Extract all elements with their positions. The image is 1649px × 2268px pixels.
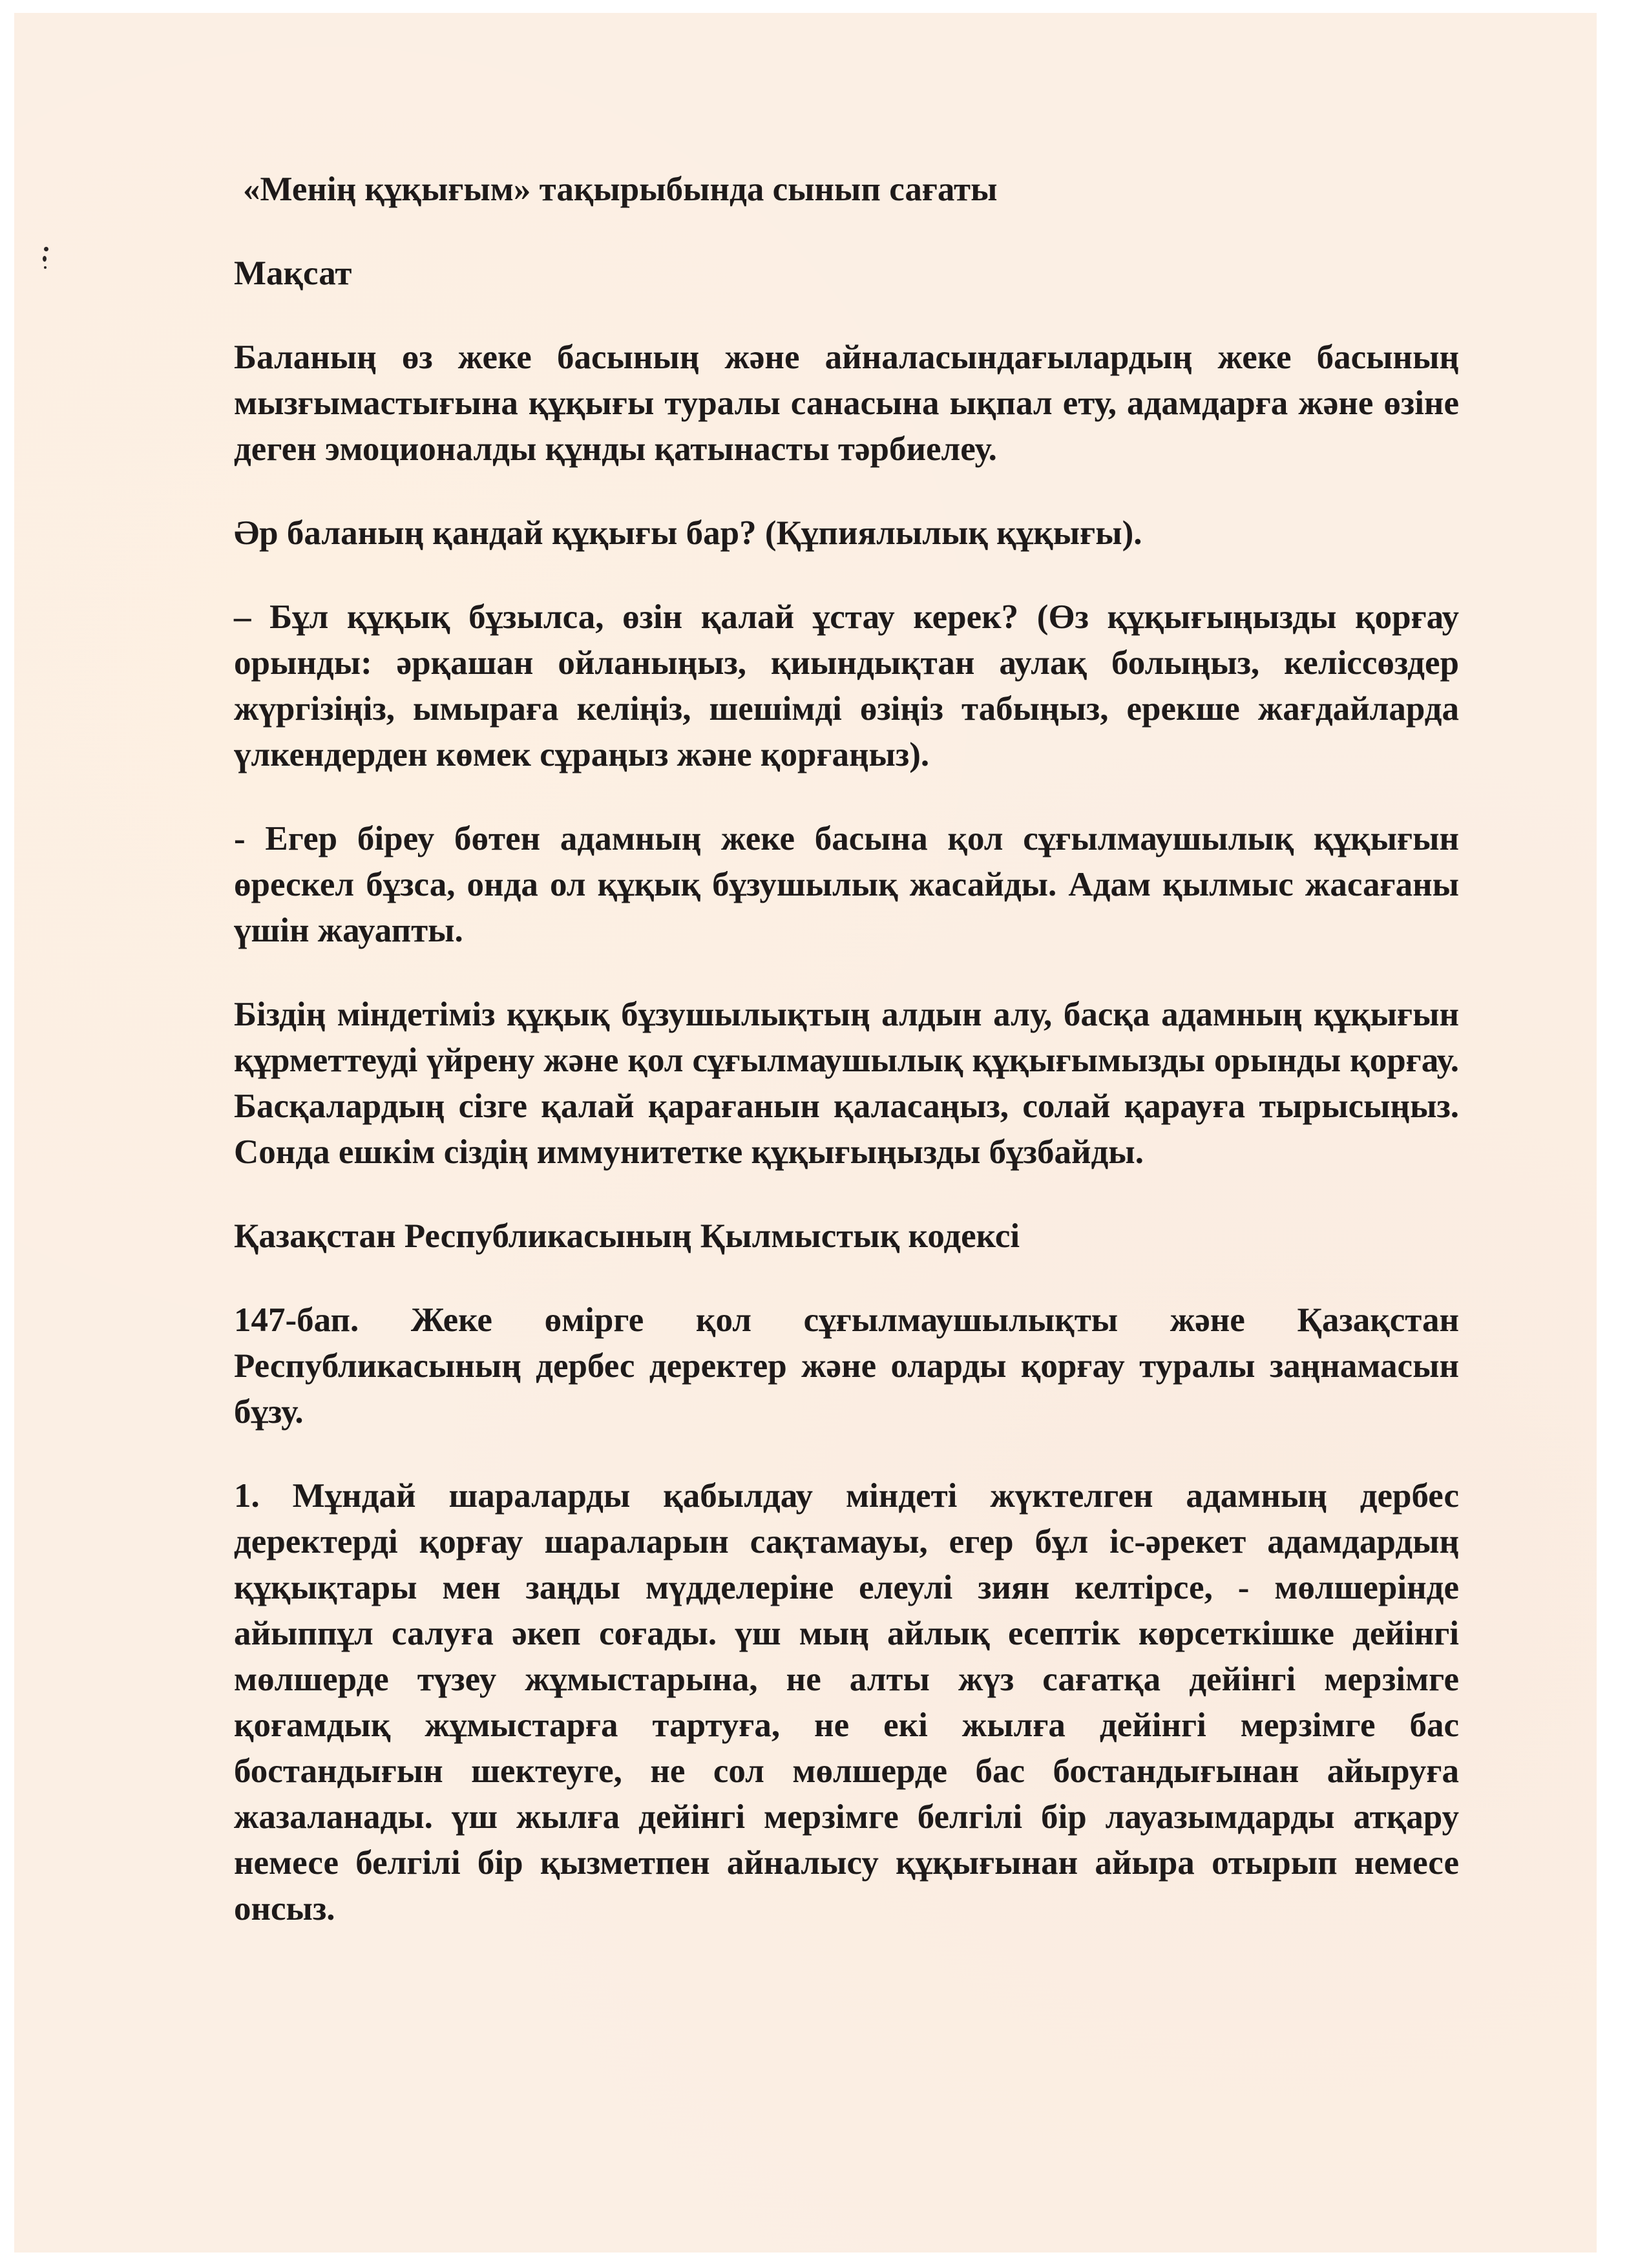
document-body	[234, 167, 1459, 1970]
paragraph-behaviour: – Бұл құқық бұзылса, өзін қалай ұстау керек? (Өз құқығыңызды қорғау орынды: әрқашан ойланыңыз, қиындықтан аулақ болыңыз, келіссөздер жүргізіңіз, ымыраға келіңіз, шешімді өзіңіз табыңыз, ерекше жағдайларда үлкендерден көмек сұраңыз және қорғаңыз).	[234, 598, 1459, 773]
ink-speck	[44, 247, 48, 251]
goal-heading: Мақсат	[234, 255, 352, 292]
document-title: «Менің құқығым» тақырыбында сынып сағаты	[243, 171, 998, 208]
paragraph-duty: Біздің міндетіміз құқық бұзушылықтың алдын алу, басқа адамның құқығын құрметтеуді үйрену және қол сұғылмаушылық құқығымызды орынды қорғау. Басқалардың сізге қалай қарағанын қаласаңыз, солай қарауға тырысыңыз. Сонда ешкім сіздің иммунитетке құқығыңызды бұзбайды.	[234, 996, 1459, 1171]
article-147-clause-1: 1. Мұндай шараларды қабылдау міндеті жүктелген адамның дербес деректерді қорғау шараларын сақтамауы, егер бұл іс-әрекет адамдардың құқықтары мен заңды мүдделеріне елеулі зиян келтірсе, - мөлшерінде айыппұл салуға әкеп соғады. үш мың айлық есептік көрсеткішке дейінгі мөлшерде түзеу жұмыстарына, не алты жүз сағатқа дейінгі мерзімге қоғамдық жұмыстарға тартуға, не екі жылға дейінгі мерзімге бас бостандығын шектеуге, не сол мөлшерде бас бостандығынан айыруға жазаланады. үш жылға дейінгі мерзімге белгілі бір лауазымдарды атқару немесе белгілі бір қызметпен айналысу құқығынан айыра отырып немесе онсыз.	[234, 1477, 1459, 1927]
paragraph-goal: Баланың өз жеке басының және айналасындағылардың жеке басының мызғымастығына құқығы туралы санасына ықпал ету, адамдарға және өзіне деген эмоционалды құнды қатынасты тәрбиелеу.	[234, 339, 1459, 468]
ink-speck	[44, 266, 47, 269]
ink-speck	[43, 256, 47, 262]
paragraph-question: Әр баланың қандай құқығы бар? (Құпиялылық құқығы).	[234, 514, 1142, 552]
article-147-title: 147-бап. Жеке өмірге қол сұғылмаушылықты және Қазақстан Республикасының дербес деректер және оларды қорғау туралы заңнамасын бұзу.	[234, 1301, 1459, 1431]
scanned-page	[14, 13, 1597, 2252]
criminal-code-heading: Қазақстан Республикасының Қылмыстық кодексі	[234, 1217, 1020, 1255]
paragraph-violation: - Егер біреу бөтен адамның жеке басына қол сұғылмаушылық құқығын өрескел бұзса, онда ол құқық бұзушылық жасайды. Адам қылмыс жасағаны үшін жауапты.	[234, 820, 1459, 949]
